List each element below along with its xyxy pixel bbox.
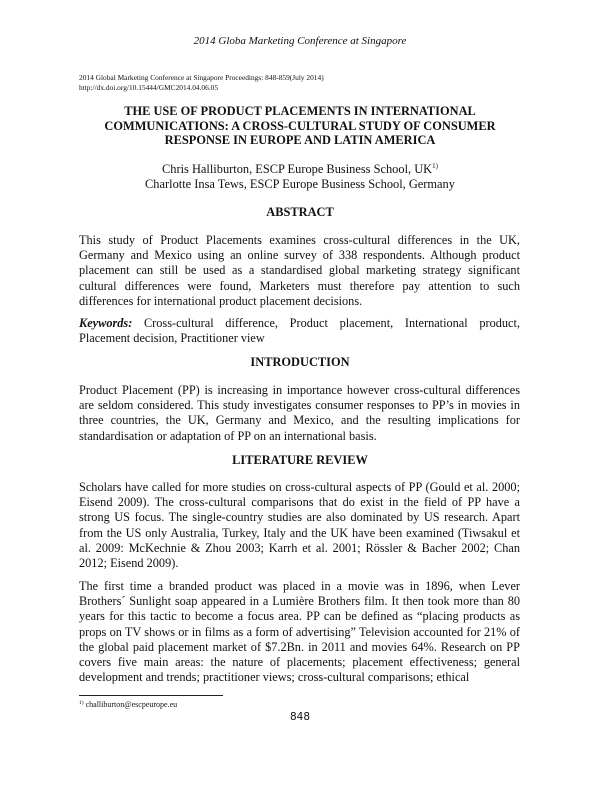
author-1	[0, 162, 600, 177]
title-line-3: RESPONSE IN EUROPE AND LATIN AMERICA	[164, 133, 436, 147]
proceedings-line: 2014 Global Marketing Conference at Singapore Proceedings: 848-859(July 2014)	[79, 73, 324, 82]
keywords-label: Keywords:	[79, 316, 133, 330]
footnote-divider	[79, 695, 223, 696]
keywords-text: Cross-cultural difference, Product placement, International product, Placement decision, Practitioner view	[79, 316, 520, 346]
proceedings-info	[79, 73, 324, 92]
abstract-heading: ABSTRACT	[266, 205, 334, 219]
title-line-2: COMMUNICATIONS: A CROSS-CULTURAL STUDY OF CONSUMER	[104, 118, 496, 133]
footnote-mark: 1)	[79, 700, 84, 706]
literature-review-paragraph-1: Scholars have called for more studies on cross-cultural aspects of PP (Gould et al. 2000; Eisend 2009). The cross-cultural comparisons that do exist in the field of PP have a strong US focus. The single-country studies are also dominated by US research. Apart from the US only Australia, Turkey, Italy and the UK have been examined (Tiwsakul et al. 2009: McKechnie & Zhou 2003; Karrh et al. 2001; Rössler & Bacher 2002; Chan 2012; Eisend 2009).	[79, 480, 520, 571]
author-1-footnote-mark: 1)	[432, 162, 438, 170]
title-line-1: THE USE OF PRODUCT PLACEMENTS IN INTERNATIONAL	[124, 104, 476, 118]
author-block	[0, 162, 600, 192]
paper-title	[90, 104, 510, 148]
doi-line: http://dx.doi.org/10.15444/GMC2014.04.06.05	[79, 82, 219, 92]
running-head: 2014 Globa Marketing Conference at Singapore	[193, 35, 407, 47]
author-2: Charlotte Insa Tews, ESCP Europe Business School, Germany	[145, 177, 455, 191]
introduction-text: Product Placement (PP) is increasing in importance however cross-cultural differences are seldom considered. This study investigates consumer responses to PP’s in movies in three countries, the UK, Germany and Mexico, and the resulting implications for standardisation or adaptation of PP on an international basis.	[79, 383, 520, 443]
abstract-text: This study of Product Placements examines cross-cultural differences in the UK, Germany and Mexico using an online survey of 338 respondents. Although product placement can still be used as a standardised global marketing strategy significant cultural differences were found, Marketers must therefore pay attention to such differences for international product placement decisions.	[79, 233, 520, 308]
introduction-heading: INTRODUCTION	[250, 355, 350, 369]
author-1-name: Chris Halliburton, ESCP Europe Business School, UK	[162, 162, 433, 176]
footnote-email: challiburton@escpeurope.eu	[83, 700, 178, 709]
literature-review-heading: LITERATURE REVIEW	[232, 453, 368, 467]
footnote	[79, 700, 177, 709]
literature-review-paragraph-2: The first time a branded product was placed in a movie was in 1896, when Lever Brothers´ Sunlight soap appeared in a Lumière Brothers film. It then took more than 80 years for this tactic to become a focus area. PP can be defined as “placing products as props on TV shows or in films as a form of advertising” Television accounted for 21% of the global paid placement market of $7.2Bn. in 2011 and movies 64%. Research on PP covers five main areas: the nature of placements; placement effectiveness; general development and trends; practitioner views; cross-cultural comparisons; ethical	[79, 579, 520, 685]
page-number: 848	[289, 711, 311, 723]
keywords	[79, 316, 520, 346]
